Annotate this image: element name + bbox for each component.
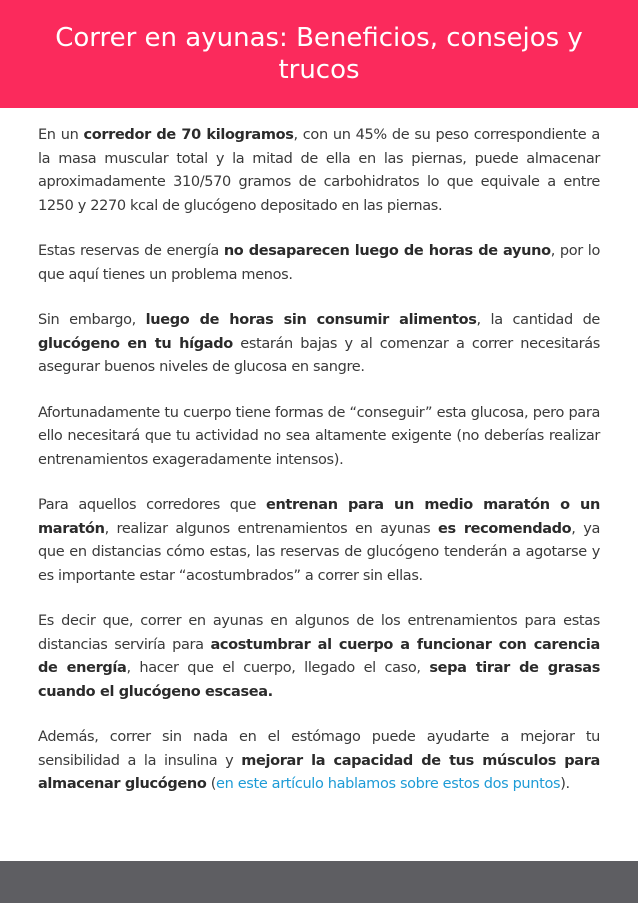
bold-phrase: mejorar la capacidad de tus músculos para almacenar glucógeno	[38, 752, 600, 792]
bold-phrase: es recomendado	[437, 520, 572, 537]
paragraph-1	[38, 124, 600, 218]
paragraph-text: , por lo que aquí tienes un problema menos.	[38, 243, 600, 283]
footer-bar	[0, 861, 638, 903]
paragraph-text: Estas reservas de energía	[38, 243, 224, 259]
paragraph-4	[38, 402, 600, 473]
bold-phrase: corredor de 70 kilogramos	[83, 127, 294, 143]
paragraph-text: , con un 45% de su peso correspondiente a la masa muscular total y la mitad de ella en las piernas, puede almacenar aproximadamente 310/570 gramos de carbohidratos lo que equivale a entre 1250 y 2270 kcal de glucógeno depositado en las piernas.	[38, 127, 600, 214]
paragraph-7	[38, 726, 600, 797]
page-title: Correr en ayunas: Beneficios, consejos y trucos	[55, 23, 583, 85]
bold-phrase: glucógeno en tu hígado	[38, 335, 233, 352]
bold-phrase: sepa tirar de grasas cuando el glucógeno escasea.	[38, 660, 600, 700]
title-banner	[0, 0, 638, 108]
paragraph-text: Es decir que, correr en ayunas en algunos de los entrenamientos para estas distancias serviría para	[38, 613, 600, 653]
paragraph-text: Para aquellos corredores que	[38, 497, 266, 513]
bold-phrase: no desaparecen luego de horas de ayuno	[223, 243, 551, 259]
paragraph-5	[38, 494, 600, 588]
paragraph-text: ).	[560, 776, 570, 792]
bold-phrase: acostumbrar al cuerpo a funcionar con carencia de energía	[38, 636, 600, 676]
paragraph-text: , realizar algunos entrenamientos en ayunas	[104, 520, 438, 537]
paragraph-text: Sin embargo,	[38, 312, 146, 328]
paragraph-6	[38, 610, 600, 704]
article-body	[38, 124, 600, 819]
paragraph-text: , la cantidad de	[476, 312, 600, 328]
paragraph-text: (	[206, 776, 217, 792]
paragraph-text: estarán bajas y al comenzar a correr necesitarás asegurar buenos niveles de glucosa en sangre.	[38, 335, 600, 375]
paragraph-3	[38, 309, 600, 380]
paragraph-text: , ya que en distancias cómo estas, las reservas de glucógeno tenderán a agotarse y es importante estar “acostumbrados” a correr sin ellas.	[38, 520, 600, 584]
bold-phrase: luego de horas sin consumir alimentos	[145, 312, 477, 328]
paragraph-text: En un	[38, 127, 84, 143]
paragraph-2	[38, 240, 600, 287]
paragraph-text: Afortunadamente tu cuerpo tiene formas de “conseguir” esta glucosa, pero para ello necesitará que tu actividad no sea altamente exigente (no deberías realizar entrenamientos exageradamente intensos).	[38, 404, 600, 468]
article-link[interactable]: en este artículo hablamos sobre estos dos puntos	[216, 776, 561, 792]
paragraph-text: Además, correr sin nada en el estómago puede ayudarte a mejorar tu sensibilidad a la insulina y	[38, 729, 600, 769]
paragraph-text: , hacer que el cuerpo, llegado el caso,	[126, 660, 430, 676]
bold-phrase: entrenan para un medio maratón o un maratón	[38, 497, 600, 537]
